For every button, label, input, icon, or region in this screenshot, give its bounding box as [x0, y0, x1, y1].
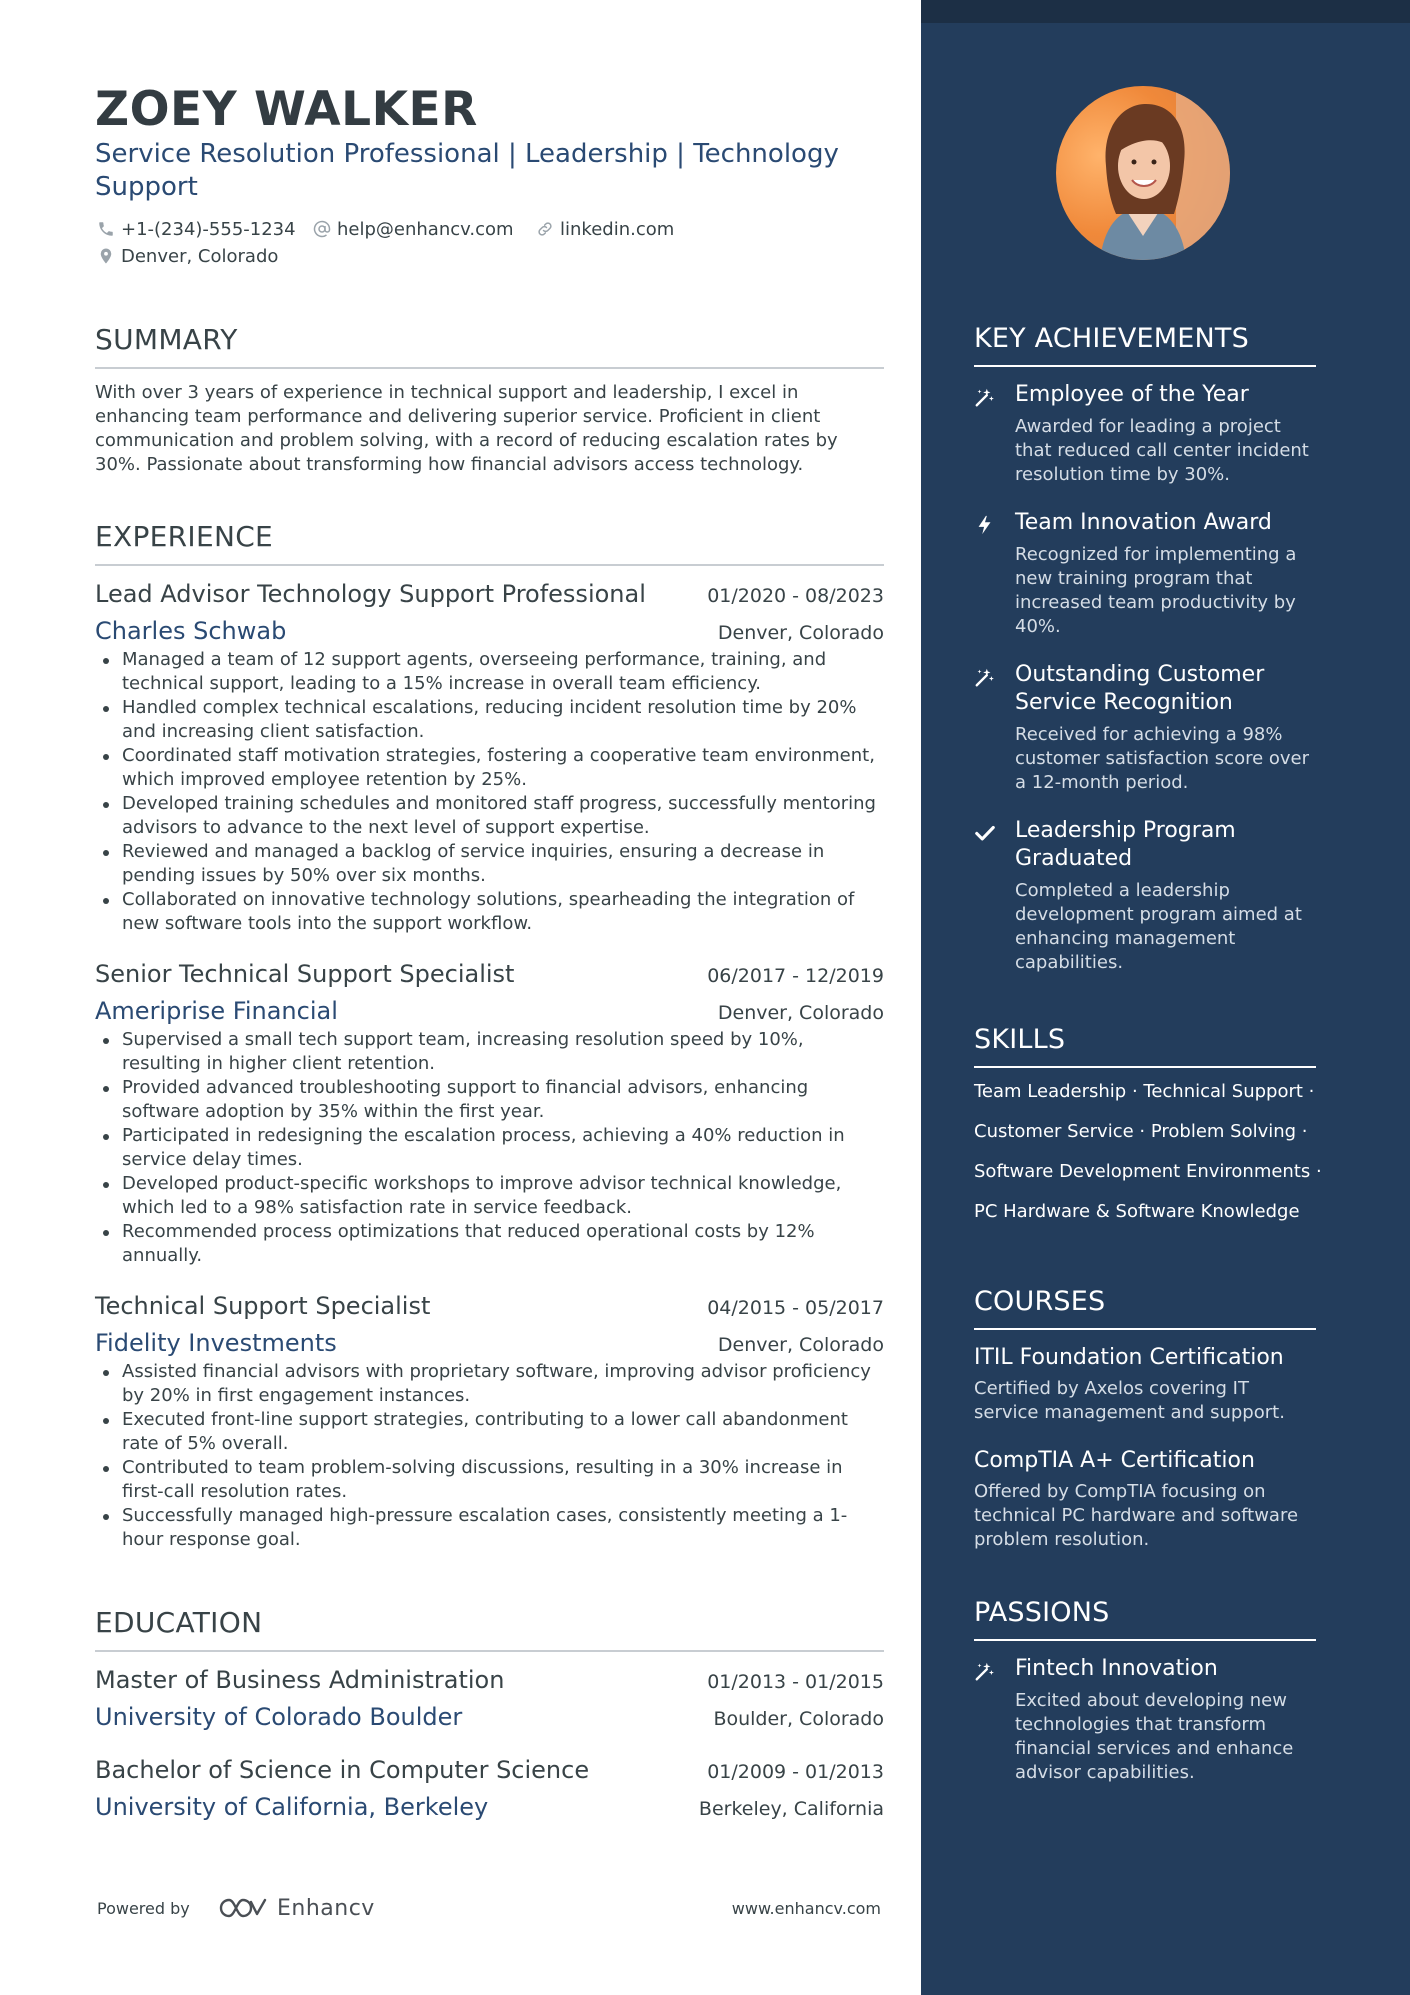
job-company: Ameriprise Financial: [95, 997, 338, 1025]
job-header: [95, 578, 884, 610]
achievement-item: [974, 381, 1316, 487]
job-subheader: [95, 1328, 884, 1358]
phone-text: +1-(234)-555-1234: [121, 219, 296, 240]
job-bullet: Coordinated staff motivation strategies, fostering a cooperative team environment, which improved employee retention by 25%.: [95, 744, 884, 792]
passions-heading: PASSIONS: [974, 1597, 1316, 1641]
job-bullet: Developed training schedules and monitored staff progress, successfully mentoring advisors to advance to the next level of support expertise.: [95, 792, 884, 840]
courses-list: [974, 1344, 1316, 1552]
education-degree: Bachelor of Science in Computer Science: [95, 1756, 590, 1784]
course-title: CompTIA A+ Certification: [974, 1448, 1255, 1473]
lightning-icon: [974, 514, 996, 536]
education-entry: [95, 1754, 884, 1822]
summary-text: With over 3 years of experience in technical support and leadership, I excel in enhancing team performance and delivering superior service. Proficient in client communication and problem solving, with a record of reducing escalation rates by 30%. Passionate about transforming how financial advisors access technology.: [95, 382, 838, 475]
item-title: Fintech Innovation: [1015, 1656, 1218, 1681]
job-location: Denver, Colorado: [717, 1334, 884, 1356]
item-description: Excited about developing new technologies that transform financial services and enhance advisor capabilities.: [1015, 1690, 1294, 1783]
job-bullet: Developed product-specific workshops to improve advisor technical knowledge, which led to a 98% satisfaction rate in service feedback.: [95, 1172, 884, 1220]
job-entry: [95, 578, 884, 936]
job-bullet: Provided advanced troubleshooting support to financial advisors, enhancing software adoption by 35% within the first year.: [95, 1076, 884, 1124]
job-dates: 04/2015 - 05/2017: [707, 1297, 884, 1319]
wand-icon: [974, 1660, 996, 1682]
linkedin-text: linkedin.com: [560, 219, 675, 240]
location-text: Denver, Colorado: [121, 246, 279, 267]
link-icon: [536, 220, 554, 238]
job-entry: [95, 958, 884, 1268]
passions-list: [974, 1655, 1316, 1785]
job-bullet: Collaborated on innovative technology solutions, spearheading the integration of new software tools into the support workflow.: [95, 888, 884, 936]
item-title: Outstanding Customer Service Recognition: [1015, 662, 1265, 715]
skill-line: Team Leadership · Technical Support ·: [974, 1081, 1315, 1102]
job-bullets: [95, 1360, 884, 1552]
phone-icon: [97, 220, 115, 238]
job-bullets: [95, 1028, 884, 1268]
website-link[interactable]: www.enhancv.com: [731, 1899, 881, 1918]
education-entry: [95, 1664, 884, 1732]
checkmark-icon: [974, 822, 996, 844]
job-dates: 06/2017 - 12/2019: [707, 965, 884, 987]
job-entry: [95, 1290, 884, 1552]
job-bullet: Reviewed and managed a backlog of service inquiries, ensuring a decrease in pending issues by 50% over six months.: [95, 840, 884, 888]
email-text: help@enhancv.com: [337, 219, 514, 240]
experience-heading: EXPERIENCE: [95, 520, 884, 566]
job-bullet: Supervised a small tech support team, increasing resolution speed by 10%, resulting in higher client retention.: [95, 1028, 884, 1076]
education-school: University of Colorado Boulder: [95, 1703, 463, 1731]
education-dates: 01/2013 - 01/2015: [707, 1671, 884, 1693]
job-bullet: Assisted financial advisors with proprietary software, improving advisor proficiency by 20% in first engagement instances.: [95, 1360, 884, 1408]
education-header: [95, 1664, 884, 1696]
courses-heading: COURSES: [974, 1286, 1316, 1330]
job-list: [95, 578, 884, 1552]
course-description: Offered by CompTIA focusing on technical PC hardware and software problem resolution.: [974, 1481, 1299, 1550]
course-item: [974, 1344, 1316, 1425]
education-list: [95, 1664, 884, 1822]
education-subheader: [95, 1702, 884, 1732]
achievements-heading: KEY ACHIEVEMENTS: [974, 323, 1316, 367]
job-company: Charles Schwab: [95, 617, 287, 645]
at-icon: [313, 220, 331, 238]
education-location: Boulder, Colorado: [713, 1708, 884, 1730]
item-description: Received for achieving a 98% customer satisfaction score over a 12-month period.: [1015, 724, 1310, 793]
achievement-item: [974, 661, 1316, 795]
skills-section: [974, 1024, 1322, 1240]
job-title: Senior Technical Support Specialist: [95, 960, 515, 988]
job-dates: 01/2020 - 08/2023: [707, 585, 884, 607]
profile-photo: [1056, 86, 1230, 260]
item-description: Completed a leadership development program aimed at enhancing management capabilities.: [1015, 880, 1302, 973]
job-bullet: Executed front-line support strategies, contributing to a lower call abandonment rate of 5% overall.: [95, 1408, 884, 1456]
course-item: [974, 1447, 1316, 1552]
course-description: Certified by Axelos covering IT service management and support.: [974, 1378, 1285, 1423]
passion-item: [974, 1655, 1316, 1785]
job-location: Denver, Colorado: [717, 622, 884, 644]
skill-line: Software Development Environments ·: [974, 1161, 1322, 1182]
job-location: Denver, Colorado: [717, 1002, 884, 1024]
job-title: Technical Support Specialist: [95, 1292, 431, 1320]
item-description: Awarded for leading a project that reduced call center incident resolution time by 30%.: [1015, 416, 1309, 485]
job-company: Fidelity Investments: [95, 1329, 337, 1357]
education-school: University of California, Berkeley: [95, 1793, 489, 1821]
education-subheader: [95, 1792, 884, 1822]
wand-icon: [974, 666, 996, 688]
location-pin-icon: [97, 247, 115, 265]
item-title: Employee of the Year: [1015, 382, 1249, 407]
education-degree: Master of Business Administration: [95, 1666, 505, 1694]
skills-heading: SKILLS: [974, 1024, 1316, 1068]
powered-by-label: Powered by: [97, 1899, 190, 1918]
job-header: [95, 1290, 884, 1322]
achievements-list: [974, 381, 1316, 975]
job-bullet: Contributed to team problem-solving discussions, resulting in a 30% increase in first-call resolution rates.: [95, 1456, 884, 1504]
summary-section: [95, 323, 884, 477]
education-section: [95, 1606, 884, 1822]
item-description: Recognized for implementing a new training program that increased team productivity by 40%.: [1015, 544, 1297, 637]
job-subheader: [95, 996, 884, 1026]
skill-line: Customer Service · Problem Solving ·: [974, 1121, 1308, 1142]
education-heading: EDUCATION: [95, 1606, 884, 1652]
job-bullet: Handled complex technical escalations, reducing incident resolution time by 20% and increasing client satisfaction.: [95, 696, 884, 744]
course-title: ITIL Foundation Certification: [974, 1345, 1284, 1370]
education-location: Berkeley, California: [698, 1798, 884, 1820]
sidebar: [921, 0, 1410, 1995]
experience-section: [95, 520, 884, 1552]
enhancv-logo-icon[interactable]: [217, 1893, 269, 1923]
education-header: [95, 1754, 884, 1786]
job-bullet: Successfully managed high-pressure escalation cases, consistently meeting a 1-hour response goal.: [95, 1504, 884, 1552]
passions-section: [974, 1597, 1316, 1807]
footer: [97, 1893, 881, 1923]
skills-list: [974, 1080, 1322, 1224]
contact-location: [97, 245, 278, 269]
wand-icon: [974, 386, 996, 408]
courses-section: [974, 1286, 1316, 1574]
contact-linkedin[interactable]: [536, 218, 674, 242]
job-bullet: Participated in redesigning the escalation process, achieving a 40% reduction in service delay times.: [95, 1124, 884, 1172]
achievement-item: [974, 817, 1316, 975]
education-dates: 01/2009 - 01/2013: [707, 1761, 884, 1783]
item-title: Leadership Program Graduated: [1015, 818, 1236, 871]
job-bullets: [95, 648, 884, 936]
summary-heading: SUMMARY: [95, 323, 884, 369]
candidate-name: ZOEY WALKER: [95, 82, 478, 137]
contact-email[interactable]: [313, 218, 514, 242]
achievements-section: [974, 323, 1316, 997]
item-title: Team Innovation Award: [1015, 510, 1272, 535]
job-bullet: Managed a team of 12 support agents, overseeing performance, training, and technical support, leading to a 15% increase in overall team efficiency.: [95, 648, 884, 696]
achievement-item: [974, 509, 1316, 639]
enhancv-brand-text: Enhancv: [277, 1896, 375, 1921]
contact-phone[interactable]: [97, 218, 296, 242]
sidebar-top-strip: [921, 0, 1410, 23]
job-header: [95, 958, 884, 990]
job-subheader: [95, 616, 884, 646]
candidate-headline: Service Resolution Professional | Leadership | Technology Support: [95, 139, 839, 202]
skill-line: PC Hardware & Software Knowledge: [974, 1201, 1300, 1222]
job-title: Lead Advisor Technology Support Professional: [95, 580, 646, 608]
job-bullet: Recommended process optimizations that reduced operational costs by 12% annually.: [95, 1220, 884, 1268]
